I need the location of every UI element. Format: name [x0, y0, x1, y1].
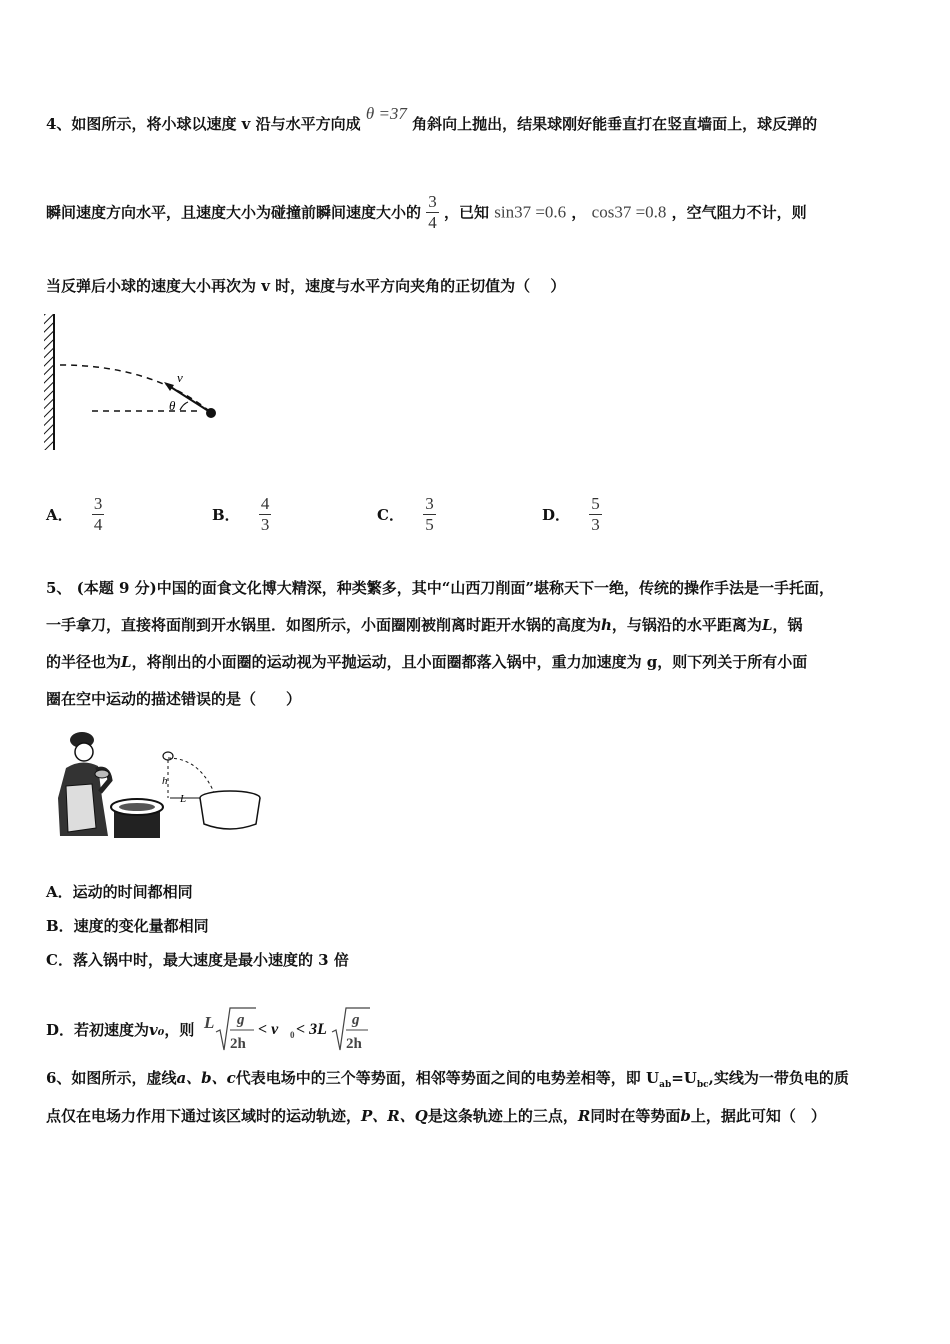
option-c-fraction: $\frac{3}{5}$ [425, 494, 434, 534]
svg-text:2h: 2h [229, 1036, 246, 1052]
q4-text: ，空气阻力不计，则 [671, 203, 807, 222]
svg-text:< 3L: < 3L [295, 1021, 327, 1038]
q4-option-a[interactable]: A． $\frac{3}{4}$ [46, 494, 103, 534]
svg-text:g: g [236, 1012, 245, 1028]
option-d-fraction: $\frac{5}{3}$ [591, 494, 600, 534]
big-pot-body [200, 798, 260, 829]
q6-line1: 6、如图所示，虚线a、b、c代表电场中的三个等势面，相邻等势面之间的电势差相等，即 $U_{ab}=U_{bc}$,实线为一带负电的质 [46, 1069, 849, 1090]
cos-expression: cos37 =0.8 [591, 202, 667, 222]
person-apron [66, 784, 96, 832]
option-b-fraction: $\frac{4}{3}$ [260, 494, 270, 534]
q4-text: ，已知 [443, 203, 489, 222]
svg-text:2h: 2h [345, 1036, 362, 1052]
wall-hatching [44, 314, 53, 450]
noodle-ring [163, 752, 173, 760]
arrow-head-icon [164, 382, 174, 391]
svg-text:L: L [203, 1013, 214, 1032]
q4-wall-ball-figure [40, 310, 230, 455]
dough [95, 770, 109, 778]
sin-expression: sin37 =0.6 [494, 202, 567, 222]
inequality-formula [202, 1004, 372, 1056]
q4-text: 瞬间速度方向水平，且速度大小为碰撞前瞬间速度大小的 [46, 203, 422, 222]
fig-label-v: v [177, 370, 183, 385]
q4-line1 [46, 104, 818, 134]
q4-text: 角斜向上抛出，结果球刚好能垂直打在竖直墙面上，球反弹的 [412, 115, 818, 133]
option-a-fraction: $\frac{3}{4}$ [93, 494, 103, 534]
fig-label-L1: L [180, 793, 187, 805]
fig-label-h: h [162, 775, 168, 787]
q6-line2: 点仅在电场力作用下通过该区域时的运动轨迹，P、R、Q是这条轨迹上的三点，R同时在等势面b上，据此可知（ ） [46, 1107, 826, 1125]
q5-option-d[interactable]: D．若初速度为v₀，则 L g 2h < v 0 < 3L g 2h [46, 1004, 372, 1056]
q5-option-b[interactable]: B．速度的变化量都相同 [46, 917, 209, 935]
q5-line1: 5、 (本题 9 分)中国的面食文化博大精深，种类繁多，其中“山西刀削面”堪称天下一绝，传统的操作手法是一手托面， [46, 579, 834, 597]
q4-text: 4、如图所示，将小球以速度 v 沿与水平方向成 [46, 115, 361, 133]
person-head [75, 743, 93, 761]
q4-option-b[interactable]: B． $\frac{4}{3}$ [212, 494, 270, 534]
q5-option-a[interactable]: A．运动的时间都相同 [46, 883, 193, 901]
svg-text:0: 0 [289, 1030, 295, 1040]
svg-text:< v: < v [257, 1021, 278, 1038]
q5-line2: 一手拿刀，直接将面削到开水锅里．如图所示，小面圈刚被削离时距开水锅的高度为h，与锅沿的水平距离为L，锅 [46, 616, 803, 634]
angle-arc [180, 402, 188, 410]
svg-text:g: g [351, 1012, 360, 1028]
ball [206, 408, 216, 418]
q5-line3: 的半径也为L，将削出的小面圈的运动视为平抛运动，且小面圈都落入锅中，重力加速度为 g，则下列关于所有小面 [46, 653, 808, 671]
q4-line2 [46, 192, 807, 233]
q4-option-d[interactable]: D． $\frac{5}{3}$ [542, 494, 600, 534]
theta-expression: θ =37 [365, 104, 407, 123]
q4-option-c[interactable]: C． $\frac{3}{5}$ [377, 494, 434, 534]
q4-text: ， [571, 203, 587, 222]
q5-noodle-figure [52, 728, 267, 840]
fraction-three-quarters: $\frac{3}{4}$ [428, 192, 437, 232]
fig-label-theta: θ [169, 398, 176, 413]
q5-line4: 圈在空中运动的描述错误的是（ ） [46, 690, 302, 708]
small-pot-inner [119, 803, 155, 811]
q5-option-c[interactable]: C．落入锅中时，最大速度是最小速度的 3 倍 [46, 951, 349, 969]
q4-line3: 当反弹后小球的速度大小再次为 v 时，速度与水平方向夹角的正切值为（ ） [46, 277, 566, 295]
